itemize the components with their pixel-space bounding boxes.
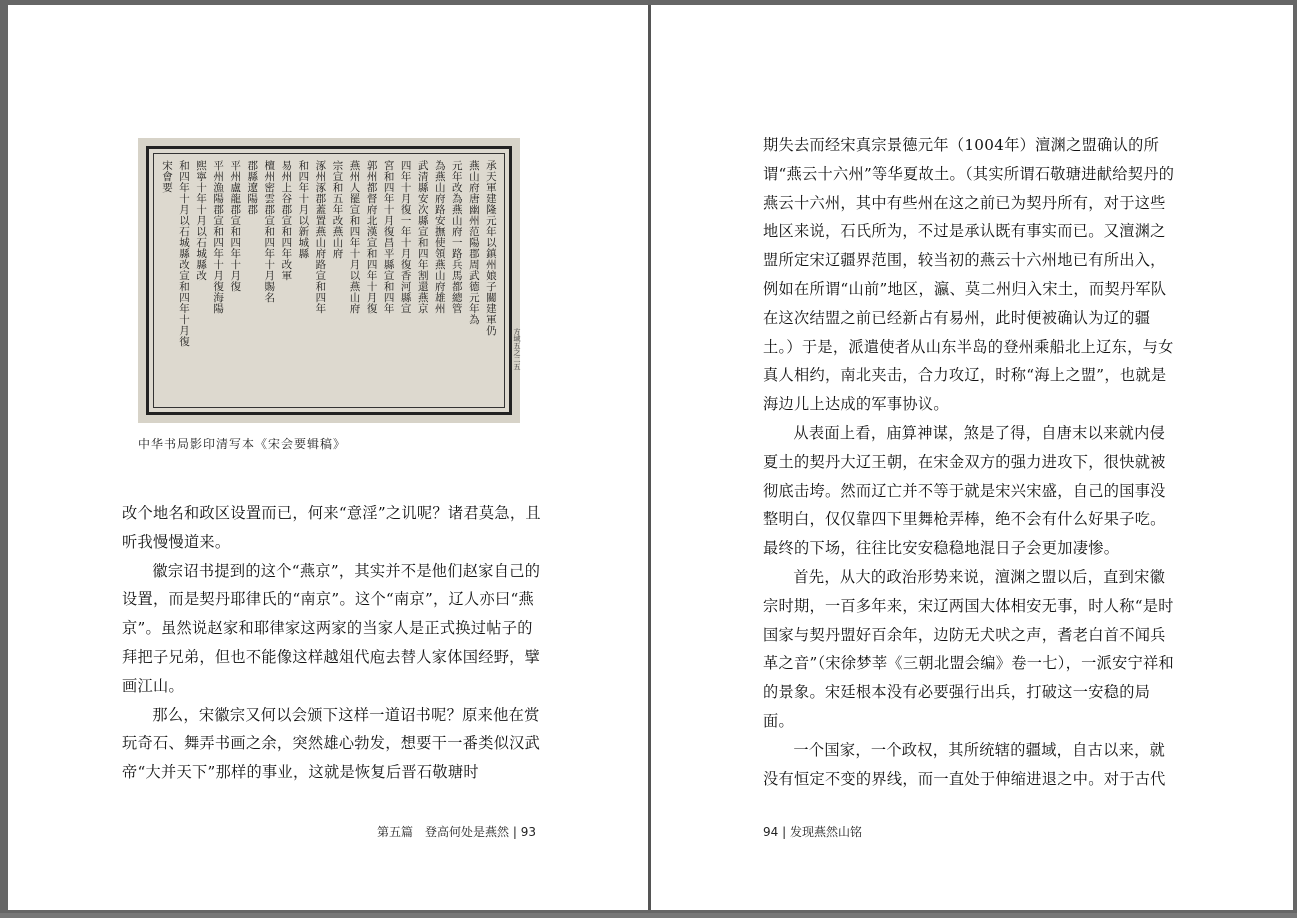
paragraph: 那么，宋徽宗又何以会颁下这样一道诏书呢？原来他在赏玩奇石、舞弄书画之余，突然雄心勃发，想要干一番类似汉武帝“大并天下”那样的事业，这就是恢复后晋石敬瑭时 xyxy=(122,705,541,782)
manuscript-column: 承天軍建隆元年以鎮州娘子關建軍仍 xyxy=(484,160,497,336)
manuscript-column: 平州盧龍郡宣和四年十月復 xyxy=(229,160,242,292)
paragraph: 从表面上看，庙算神谋，煞是了得，自唐末以来就内侵夏土的契丹大辽王朝，在宋金双方的强力进攻下，很快就被彻底击垮。然而辽亡并不等于就是宋兴宋盛，自己的国事没整明白，仅仅靠四下里舞枪弄棒，绝不会有什么好果子吃。最终的下场，往往比安安稳稳地混日子会更加凄惨。 xyxy=(763,423,1166,558)
manuscript-column: 和四年十月以新城縣 xyxy=(297,160,310,259)
manuscript-column: 易州上谷郡宣和四年改軍 xyxy=(280,160,293,281)
manuscript-column: 平州漁陽郡宣和四年十月復海陽 xyxy=(212,160,225,314)
bottom-bar xyxy=(0,913,1297,918)
scanned-manuscript-image xyxy=(138,138,520,423)
manuscript-column: 四年十月復一年十月復香河縣宣 xyxy=(399,160,412,314)
manuscript-column: 和四年十月以石城縣改宣和四年十月復 xyxy=(178,160,191,347)
paragraph: 改个地名和政区设置而已，何来“意淫”之讥呢？诸君莫急，且听我慢慢道来。 xyxy=(122,504,541,551)
manuscript-column: 燕州人罷宣和四年十月以燕山府 xyxy=(348,160,361,314)
manuscript-column: 武清縣安次縣宣和四年割還燕京 xyxy=(416,160,429,314)
right-page xyxy=(651,5,1293,910)
manuscript-column: 宋會要 xyxy=(161,160,173,193)
right-body-text xyxy=(763,131,1177,793)
manuscript-column: 郡縣遼陽郡 xyxy=(246,160,259,215)
paragraph: 一个国家，一个政权，其所统辖的疆域，自古以来，就没有恒定不变的界线，而一直处于伸缩进退之中。对于古代 xyxy=(763,740,1166,788)
manuscript-column: 燕山府唐幽州范陽郡周武德元年為 xyxy=(467,160,480,325)
image-caption: 中华书局影印清写本《宋会要辑稿》 xyxy=(138,437,347,451)
manuscript-column: 檀州密雲郡宣和四年十月賜名 xyxy=(263,160,276,303)
manuscript-column: 宗宣和五年改燕山府 xyxy=(331,160,344,259)
page-footer: 第五篇 登高何处是燕然 | 93 xyxy=(377,825,536,839)
manuscript-column: 元年改為燕山府一路兵馬都總管 xyxy=(450,160,463,314)
page-footer: 94 | 发现燕然山铭 xyxy=(763,825,862,839)
manuscript-side-note: 方域五之二五 xyxy=(513,328,521,370)
manuscript-columns xyxy=(160,160,498,401)
left-body-text xyxy=(122,499,542,787)
manuscript-column: 為燕山府路安撫使領燕山府雄州 xyxy=(433,160,446,314)
paragraph: 期失去而经宋真宗景德元年（1004年）澶渊之盟确认的所谓“燕云十六州”等华夏故土。（其实所谓石敬瑭进献给契丹的燕云十六州，其中有些州在这之前已为契丹所有，对于这些地区来说，石氏所为，不过是承认既有事实而已。又澶渊之盟所定宋辽疆界范围，较当初的燕云十六州地已有所出入，例如在所谓“山前”地区，瀛、莫二州归入宋土，而契丹军队在这次结盟之前已经新占有易州，此时便被确认为辽的疆土。）于是，派遣使者从山东半岛的登州乘船北上辽东，与女真人相约，南北夹击，合力攻辽，时称“海上之盟”，也就是海边儿上达成的军事协议。 xyxy=(763,136,1175,414)
manuscript-column: 涿州涿郡蓋置燕山府路宣和四年 xyxy=(314,160,327,314)
manuscript-frame xyxy=(146,146,512,415)
paragraph: 首先，从大的政治形势来说，澶渊之盟以后，直到宋徽宗时期，一百多年来，宋辽两国大体相安无事，时人称“是时国家与契丹盟好百余年，边防无犬吠之声，耆老白首不闻兵革之音”（宋徐梦莘《三朝北盟会编》卷一七），一派安宁祥和的景象。宋廷根本没有必要强行出兵，打破这一安稳的局面。 xyxy=(763,567,1175,730)
left-page xyxy=(8,5,648,910)
manuscript-column: 郭州都督府北漢宣和四年十月復 xyxy=(365,160,378,314)
manuscript-column: 宮和四年十月復昌平縣宣和四年 xyxy=(382,160,395,314)
manuscript-column: 熙寧十年十月以石城縣改 xyxy=(195,160,208,281)
paragraph: 徽宗诏书提到的这个“燕京”，其实并不是他们赵家自己的设置，而是契丹耶律氏的“南京”。这个“南京”，辽人亦曰“燕京”。虽然说赵家和耶律家这两家的当家人是正式换过帖子的拜把子兄弟，但也不能像这样越俎代庖去替人家体国经野，擘画江山。 xyxy=(122,561,541,695)
